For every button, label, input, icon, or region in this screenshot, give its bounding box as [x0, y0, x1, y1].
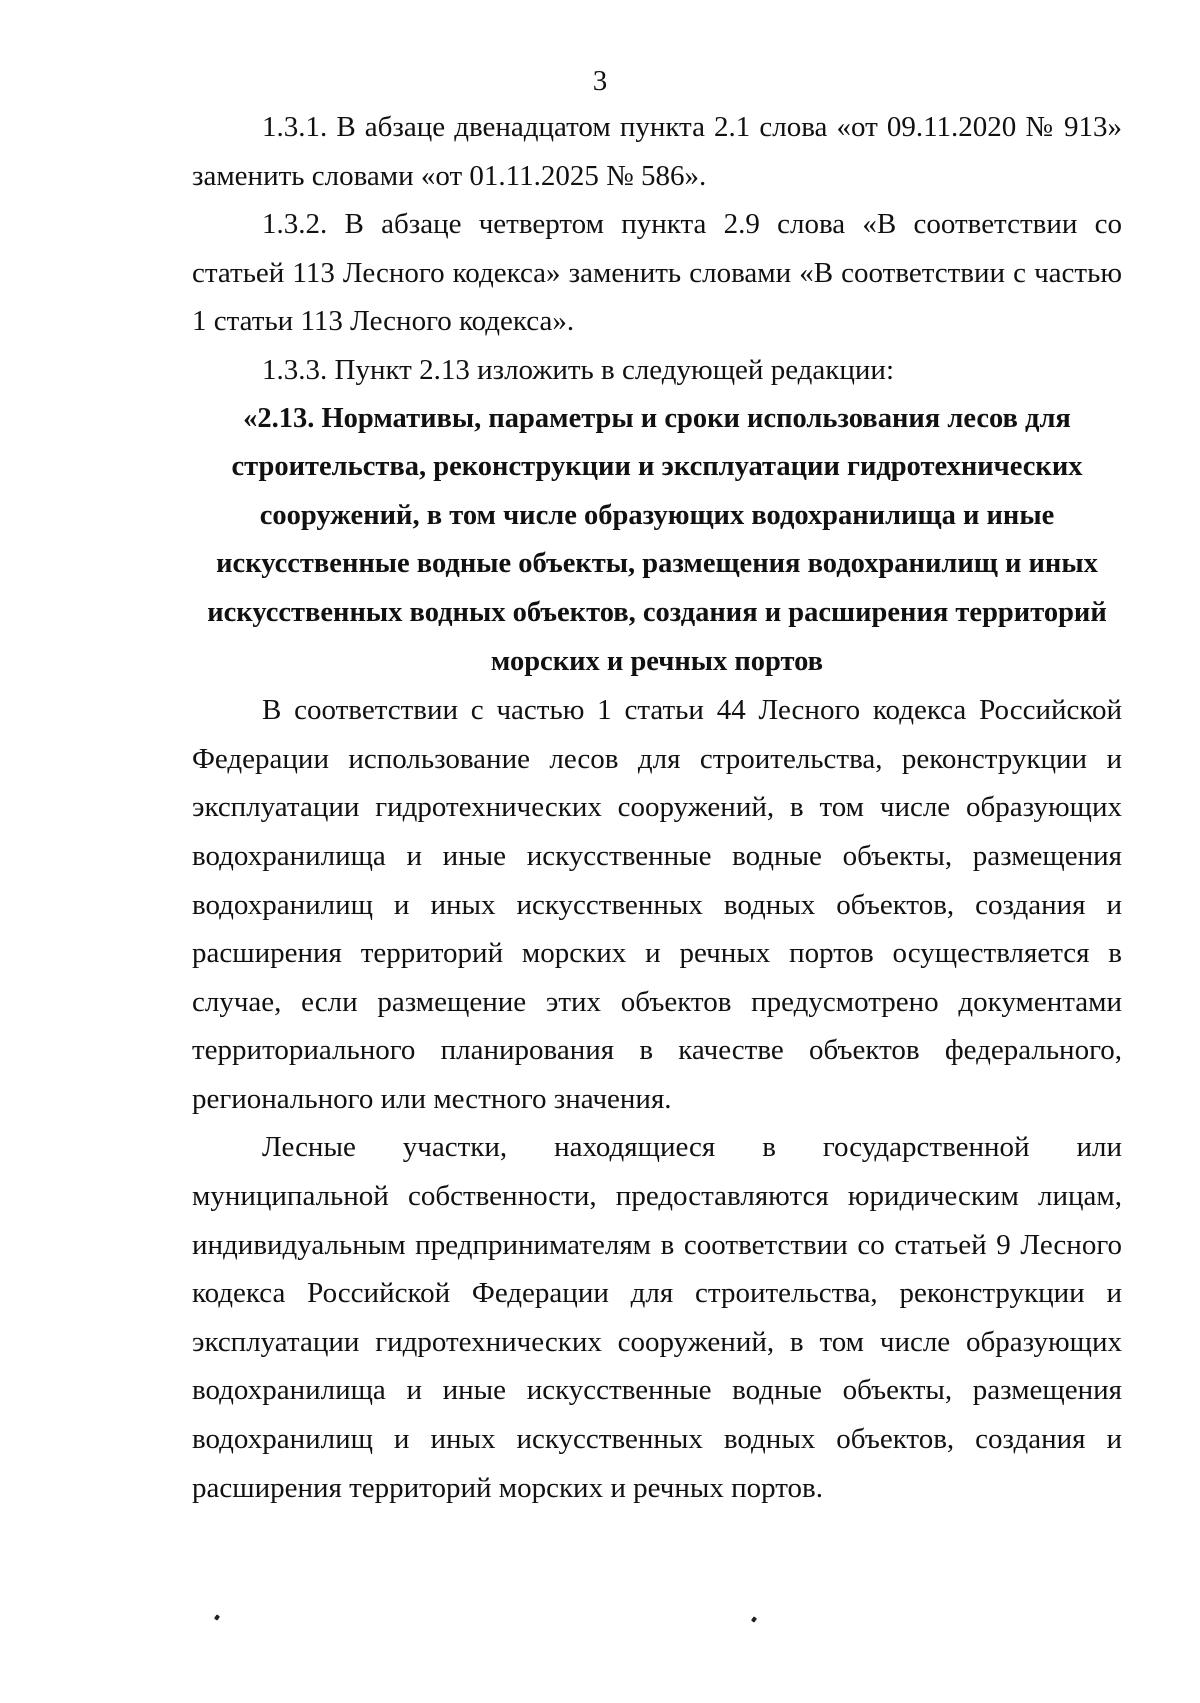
paragraph-1-3-2: 1.3.2. В абзаце четвертом пункта 2.9 слова «В соответствии со статьей 113 Лесного кодекса» заменить словами «В соответствии с частью 1 статьи 113 Лесного кодекса». — [192, 208, 1122, 338]
section-heading-2-13: «2.13. Нормативы, параметры и сроки использования лесов для строительства, реконструкции и эксплуатации гидротехнических сооружений, в том числе образующих водохранилища и иные искусственные водные объекты, размещения водохранилищ и иных искусственных водных объектов, создания и расширения территорий морских и речных портов — [207, 402, 1107, 677]
page-number: 3 — [592, 65, 608, 97]
paragraph-1-3-1: 1.3.1. В абзаце двенадцатом пункта 2.1 слова «от 09.11.2020 № 913» заменить словами «от 01.11.2025 № 586». — [192, 111, 1122, 192]
paragraph-forest-plots: Лесные участки, находящиеся в государственной или муниципальной собственности, предоставляются юридическим лицам, индивидуальным предпринимателям в соответствии со статьей 9 Лесного кодекса Российской Федерации для строительства, реконструкции и эксплуатации гидротехнических сооружений, в том числе образующих водохранилища и иные искусственные водные объекты, размещения водохранилищ и иных искусственных водных объектов, создания и расширения территорий морских и речных портов. — [192, 1131, 1122, 1504]
document-body — [192, 103, 1122, 1512]
scan-artifact-mark — [751, 1616, 757, 1622]
paragraph-1-3-3: 1.3.3. Пункт 2.13 изложить в следующей редакции: — [262, 353, 895, 386]
paragraph-forest-use: В соответствии с частью 1 статьи 44 Лесного кодекса Российской Федерации использование лесов для строительства, реконструкции и эксплуатации гидротехнических сооружений, в том числе образующих водохранилища и иные искусственные водные объекты, размещения водохранилищ и иных искусственных водных объектов, создания и расширения территорий морских и речных портов осуществляется в случае, если размещение этих объектов предусмотрено документами территориального планирования в качестве объектов федерального, регионального или местного значения. — [192, 694, 1122, 1115]
scan-artifact-mark — [214, 1614, 220, 1620]
